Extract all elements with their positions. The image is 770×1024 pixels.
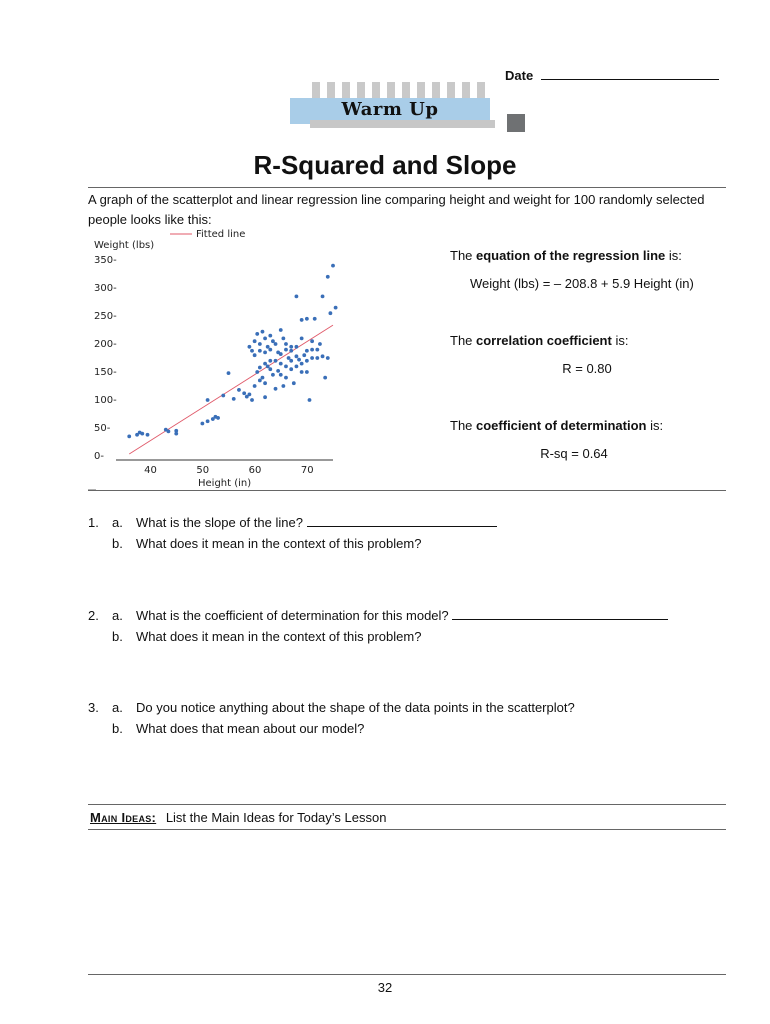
data-point	[250, 398, 254, 402]
question-number: 1.	[88, 515, 99, 530]
data-point	[268, 334, 272, 338]
data-point	[313, 317, 317, 321]
data-point	[281, 337, 285, 341]
y-tick-label: 100-	[94, 395, 117, 406]
data-point	[279, 328, 283, 332]
data-point	[305, 359, 309, 363]
data-point	[258, 379, 262, 383]
question-2a: What is the coefficient of determination for this model?	[136, 608, 449, 623]
data-point	[289, 345, 293, 349]
data-point	[276, 369, 280, 373]
date-field[interactable]	[505, 67, 719, 83]
main-ideas	[90, 810, 386, 825]
question-3	[88, 697, 575, 739]
data-point	[248, 393, 252, 397]
equation-label	[450, 248, 682, 263]
title-rule	[88, 187, 726, 188]
warm-up-banner	[290, 82, 530, 134]
data-point	[263, 337, 267, 341]
y-tick-label: 350-	[94, 255, 117, 266]
x-tick-label: 70	[300, 465, 314, 476]
date-blank[interactable]	[541, 67, 719, 80]
data-point	[253, 339, 257, 343]
data-point	[331, 264, 335, 268]
page-number: 32	[377, 980, 393, 995]
data-point	[318, 342, 322, 346]
data-point	[268, 359, 272, 363]
data-point	[268, 367, 272, 371]
data-point	[266, 365, 270, 369]
data-point	[300, 370, 304, 374]
eq-bold: equation of the regression line	[476, 248, 666, 263]
data-point	[206, 398, 210, 402]
data-point	[284, 342, 288, 346]
data-point	[258, 342, 262, 346]
data-point	[289, 349, 293, 353]
x-tick-label: 60	[248, 465, 262, 476]
main-ideas-text: List the Main Ideas for Today’s Lesson	[165, 810, 387, 825]
data-point	[295, 295, 299, 299]
correlation-label	[450, 333, 628, 348]
data-point	[284, 376, 288, 380]
r-bold: correlation coefficient	[476, 333, 612, 348]
data-point	[268, 348, 272, 352]
d-prefix: The	[450, 418, 477, 433]
data-point	[261, 376, 265, 380]
question-3b: What does that mean about our model?	[136, 721, 365, 736]
fitted-line	[129, 325, 333, 454]
data-point	[253, 353, 257, 357]
y-tick-label: 150-	[94, 367, 117, 378]
data-point	[250, 349, 254, 353]
data-point	[326, 356, 330, 360]
data-point	[232, 397, 236, 401]
date-label: Date	[505, 68, 534, 83]
equation-value: Weight (lbs) = – 208.8 + 5.9 Height (in)	[470, 276, 694, 291]
data-point	[263, 351, 267, 355]
data-point	[323, 376, 327, 380]
data-point	[242, 391, 246, 395]
data-point	[297, 358, 301, 362]
data-point	[263, 395, 267, 399]
data-point	[321, 354, 325, 358]
data-point	[292, 381, 296, 385]
question-number: 2.	[88, 608, 99, 623]
data-point	[258, 349, 262, 353]
data-point	[263, 362, 267, 366]
data-point	[258, 366, 262, 370]
data-point	[237, 388, 241, 392]
data-point	[146, 433, 150, 437]
data-point	[200, 422, 204, 426]
data-point	[263, 381, 267, 385]
data-point	[279, 362, 283, 366]
x-axis-label: Height (in)	[198, 478, 252, 489]
answer-blank-1a[interactable]	[307, 514, 497, 527]
banner-square	[507, 114, 525, 132]
data-point	[281, 384, 285, 388]
y-tick-label: 300-	[94, 283, 117, 294]
data-point	[221, 394, 225, 398]
data-point	[227, 371, 231, 375]
data-point	[310, 348, 314, 352]
data-point	[261, 330, 265, 334]
intro-text: A graph of the scatterplot and linear regression line comparing height and weight for 100 randomly selected people looks like this:	[88, 192, 705, 227]
data-point	[127, 435, 131, 439]
data-point	[284, 348, 288, 352]
data-point	[274, 342, 278, 346]
data-point	[271, 373, 275, 377]
data-point	[302, 353, 306, 357]
question-1a: What is the slope of the line?	[136, 515, 303, 530]
data-point	[276, 351, 280, 355]
data-point	[167, 429, 171, 433]
eq-suffix: is:	[665, 248, 682, 263]
data-point	[266, 345, 270, 349]
data-point	[315, 348, 319, 352]
correlation-value: R = 0.80	[562, 361, 612, 376]
section-rule	[88, 490, 726, 491]
data-point	[174, 432, 178, 436]
y-tick-label: 50-	[94, 423, 111, 434]
data-point	[284, 365, 288, 369]
data-point	[287, 356, 291, 360]
r-prefix: The	[450, 333, 477, 348]
data-point	[255, 370, 259, 374]
data-point	[289, 367, 293, 371]
r-suffix: is:	[611, 333, 629, 348]
data-point	[295, 354, 299, 358]
scatterplot-chart	[88, 226, 368, 492]
letter-a: a.	[112, 608, 123, 623]
banner-shadow-bar	[310, 120, 495, 128]
letter-b: b.	[112, 721, 123, 736]
data-point	[300, 362, 304, 366]
data-point	[295, 345, 299, 349]
data-point	[310, 356, 314, 360]
eq-prefix: The	[450, 248, 477, 263]
banner-stripes	[312, 82, 492, 98]
data-point	[271, 339, 275, 343]
data-point	[328, 311, 332, 315]
data-point	[315, 356, 319, 360]
data-point	[289, 359, 293, 363]
main-ideas-top-rule	[88, 804, 726, 805]
data-point	[326, 275, 330, 279]
data-point	[140, 432, 144, 436]
letter-a: a.	[112, 515, 123, 530]
data-point	[253, 384, 257, 388]
letter-a: a.	[112, 700, 123, 715]
y-tick-label: 250-	[94, 311, 117, 322]
data-point	[321, 295, 325, 299]
y-tick-label: 0-	[94, 451, 104, 462]
data-point	[279, 373, 283, 377]
data-point	[334, 306, 338, 310]
data-point	[295, 365, 299, 369]
x-tick-label: 40	[144, 465, 157, 476]
letter-b: b.	[112, 629, 123, 644]
data-point	[300, 337, 304, 341]
question-2	[88, 605, 668, 647]
data-point	[248, 345, 252, 349]
data-point	[310, 339, 314, 343]
data-point	[274, 359, 278, 363]
data-point	[274, 387, 278, 391]
question-2b: What does it mean in the context of this problem?	[136, 629, 422, 644]
data-point	[255, 332, 259, 336]
determination-label	[450, 418, 663, 433]
data-point	[305, 349, 309, 353]
data-point	[308, 398, 312, 402]
y-tick-label: 200-	[94, 339, 117, 350]
main-ideas-bottom-rule	[88, 829, 726, 830]
d-suffix: is:	[646, 418, 664, 433]
letter-b: b.	[112, 536, 123, 551]
banner-text: Warm Up	[341, 99, 439, 120]
footer-rule	[88, 974, 726, 975]
answer-blank-2a[interactable]	[452, 607, 668, 620]
data-point	[300, 318, 304, 322]
data-point	[305, 317, 309, 321]
data-point	[305, 370, 309, 374]
question-3a: Do you notice anything about the shape of the data points in the scatterplot?	[136, 700, 575, 715]
determination-value: R-sq = 0.64	[540, 446, 608, 461]
data-point	[206, 419, 210, 423]
d-bold: coefficient of determination	[476, 418, 647, 433]
question-1b: What does it mean in the context of this problem?	[136, 536, 422, 551]
question-1	[88, 512, 497, 554]
legend-label: Fitted line	[196, 229, 246, 240]
y-axis-label: Weight (lbs)	[94, 240, 155, 251]
question-number: 3.	[88, 700, 99, 715]
page-title: R-Squared and Slope	[253, 150, 517, 180]
main-ideas-label: Main Ideas:	[90, 810, 157, 825]
data-point	[216, 416, 220, 420]
x-tick-label: 50	[196, 465, 210, 476]
